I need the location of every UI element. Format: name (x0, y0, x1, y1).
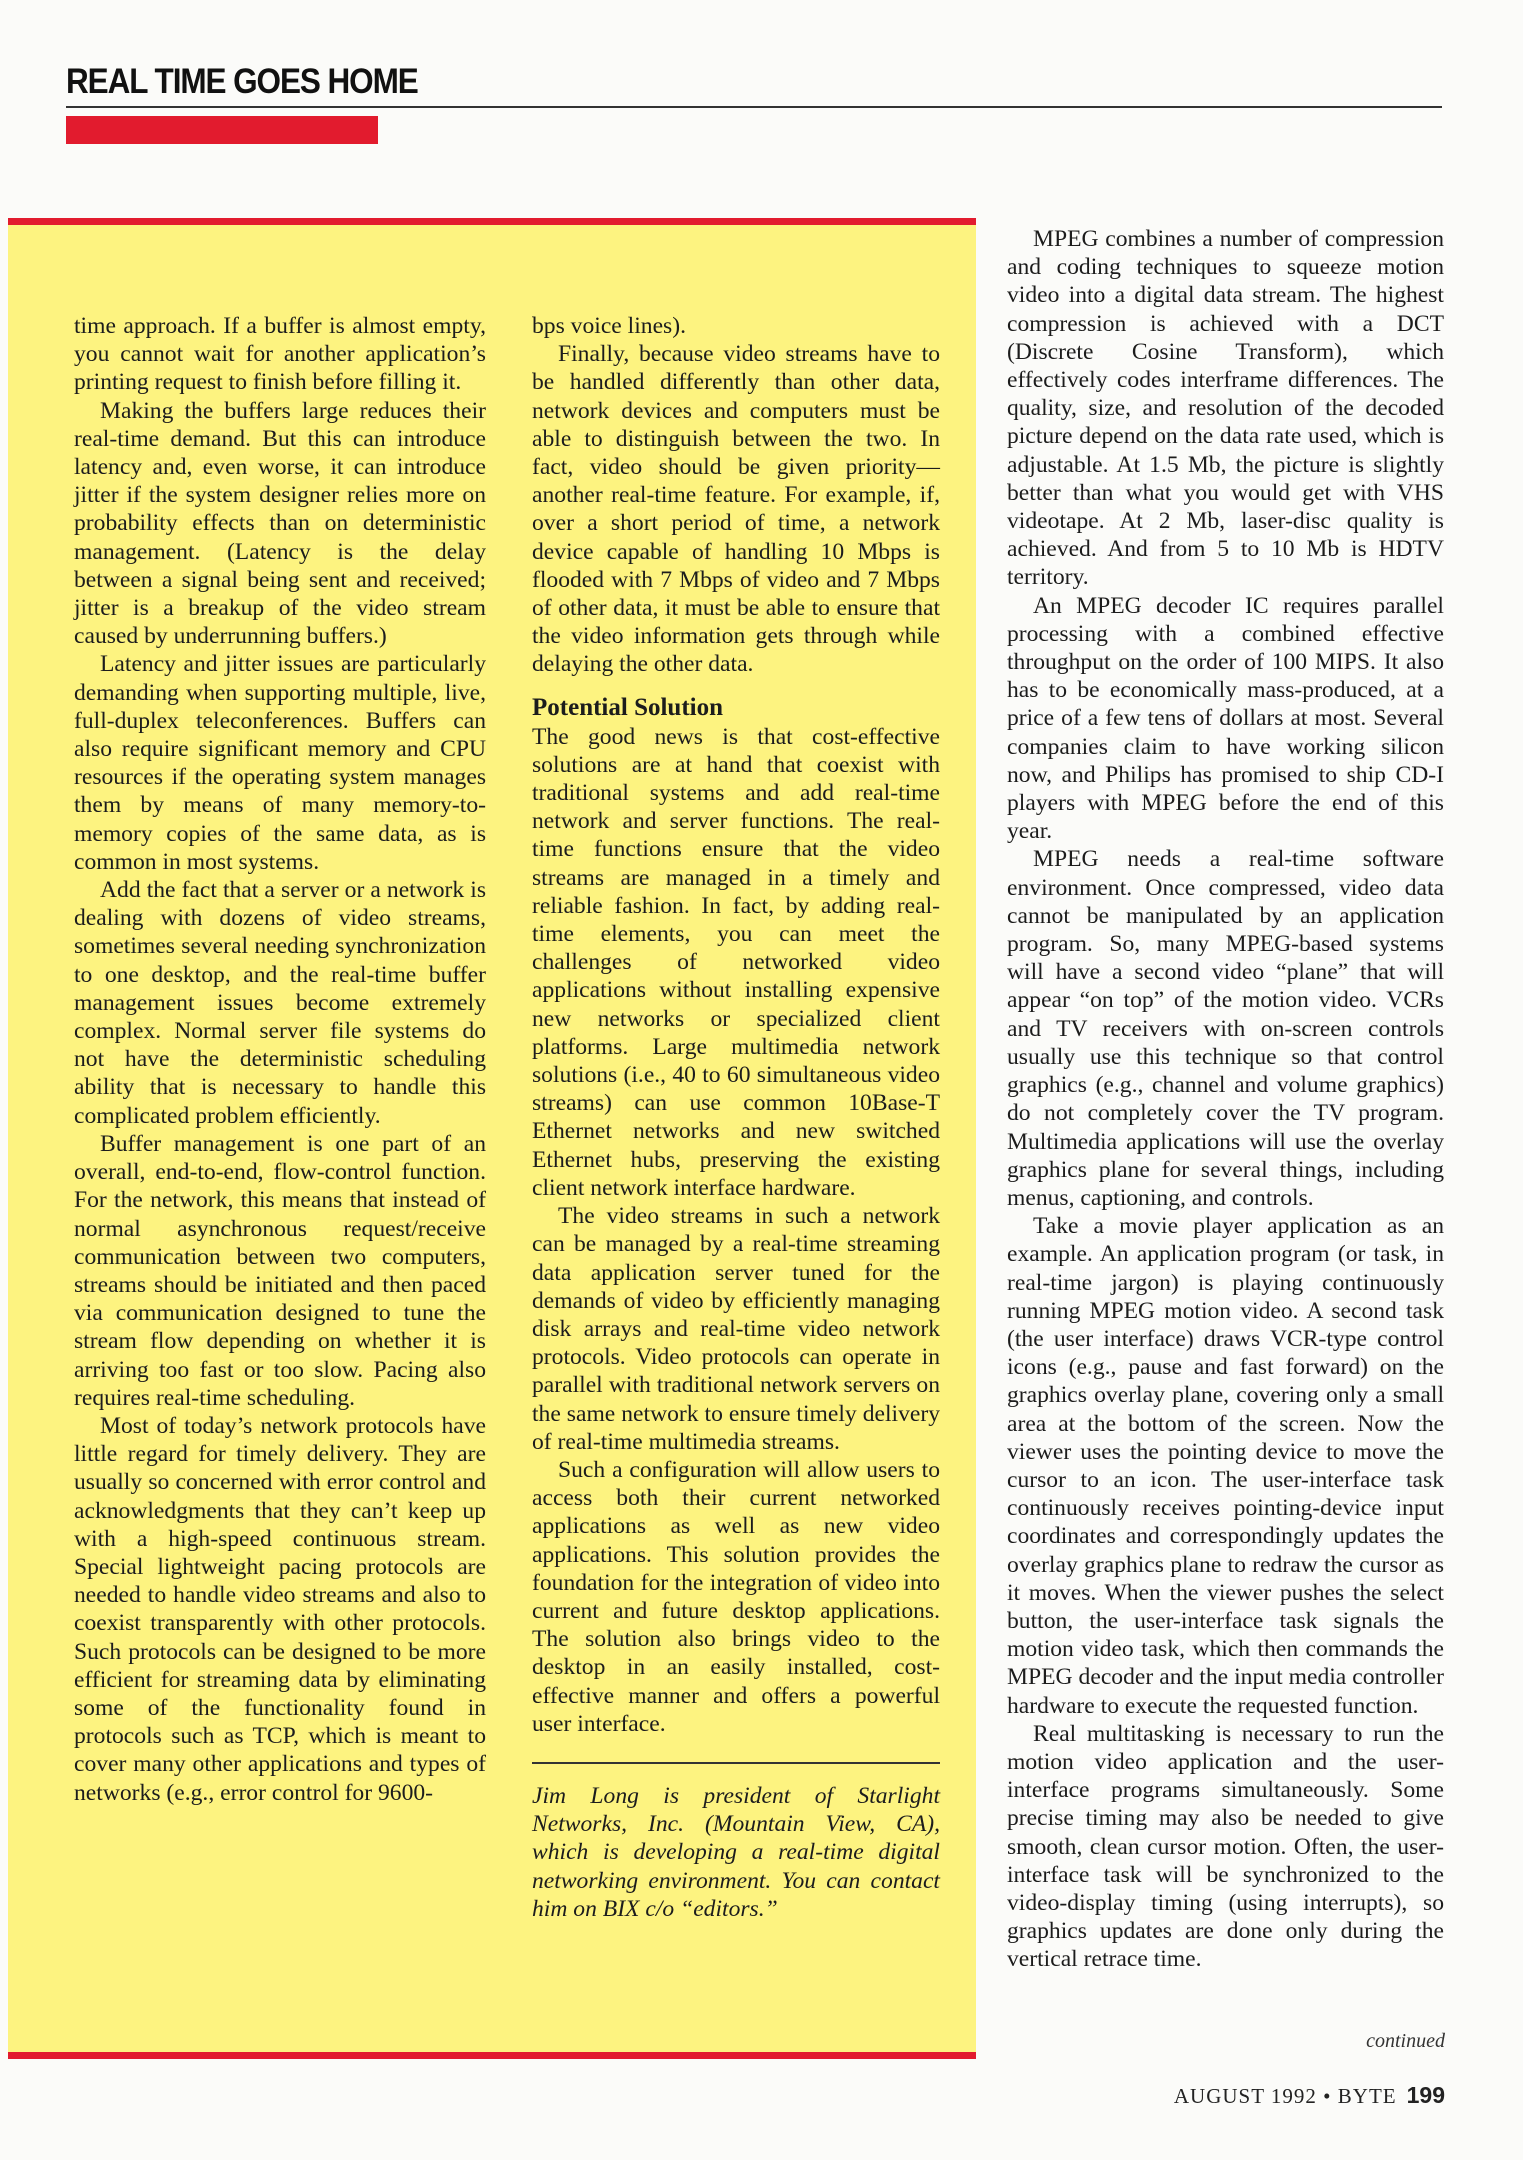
header-rule (66, 106, 1442, 108)
sidebar-top-rule (8, 218, 976, 225)
page-number: 199 (1406, 2082, 1445, 2108)
bio-rule (532, 1762, 940, 1764)
paragraph: Add the fact that a server or a network is dealing with dozens of video streams, sometimes several needing synchronization to one desktop, and the real-time buffer management issues become extremely complex. Normal server file systems do not have the deterministic scheduling ability that is necessary to handle this complicated problem efficiently. (74, 877, 486, 1129)
paragraph: MPEG combines a number of compression and coding techniques to squeeze motion video into a digital data stream. The highest compression is achieved with a DCT (Discrete Cosine Transform), which effectively codes interframe differences. The quality, size, and resolution of the decoded picture depend on the data rate used, which is adjustable. At 1.5 Mb, the picture is slightly better than what you would get with VHS videotape. At 2 Mb, laser-disc quality is achieved. And from 5 to 10 Mb is HDTV territory. (1007, 226, 1444, 591)
paragraph: Take a movie player application as an example. An application program (or task, in real-time jargon) is playing continuously running MPEG motion video. A second task (the user interface) draws VCR-type control icons (e.g., pause and fast forward) on the graphics overlay plane, covering only a small area at the bottom of the screen. Now the viewer uses the pointing device to move the cursor to an icon. The user-interface task continuously receives pointing-device input coordinates and correspondingly updates the overlay graphics plane to redraw the cursor as it moves. When the viewer pushes the select button, the user-interface task signals the motion video task, which then commands the MPEG decoder and the input media controller hardware to execute the requested function. (1007, 1213, 1444, 1719)
paragraph: Most of today’s network protocols have little regard for timely delivery. They are usually so concerned with error control and acknowledgments that they can’t keep up with a high-speed continuous stream. Special lightweight pacing protocols are needed to handle video streams and also to coexist transparently with other protocols. Such protocols can be designed to be more efficient for streaming data by eliminating some of the functionality found in protocols such as TCP, which is meant to cover many other applications and types of networks (e.g., error control for 9600- (74, 1412, 486, 1806)
sidebar-column-1 (74, 312, 486, 1807)
paragraph: An MPEG decoder IC requires parallel processing with a combined effective throughput on the order of 100 MIPS. It also has to be economically mass-produced, at a price of a few tens of dollars at most. Several companies claim to have working silicon now, and Philips has promised to ship CD-I players with MPEG before the end of this year. (1007, 592, 1444, 845)
paragraph: Finally, because video streams have to be handled differently than other data, network devices and computers must be able to distinguish between the two. In fact, video should be given priority—another real-time feature. For example, if, over a short period of time, a network device capable of handling 10 Mbps is flooded with 7 Mbps of video and 7 Mbps of other data, it must be able to ensure that the video information gets through while delaying the other data. (532, 341, 940, 678)
paragraph: The video streams in such a network can be managed by a real-time streaming data application server tuned for the demands of video by efficiently managing disk arrays and real-time video network protocols. Video protocols can operate in parallel with traditional network servers on the same network to ensure timely delivery of real-time multimedia streams. (532, 1203, 940, 1455)
page-footer (1174, 2082, 1445, 2109)
paragraph: bps voice lines). (532, 313, 686, 339)
paragraph: MPEG needs a real-time software environment. Once compressed, video data cannot be manipulated by an application program. So, many MPEG-based systems will have a second video “plane” that will appear “on top” of the motion video. VCRs and TV receivers with on-screen controls usually use this technique so that control graphics (e.g., channel and volume graphics) do not completely cover the TV program. Multimedia applications will use the overlay graphics plane for several things, including menus, captioning, and controls. (1007, 846, 1444, 1211)
main-column (1007, 225, 1444, 1974)
sidebar-bottom-rule (8, 2052, 976, 2059)
paragraph: time approach. If a buffer is almost empty, you cannot wait for another application’s printing request to finish before filling it. (74, 313, 486, 396)
paragraph: The good news is that cost-effective solutions are at hand that coexist with traditional systems and add real-time network and server functions. The real-time functions ensure that the video streams are managed in a timely and reliable fashion. In fact, by adding real-time elements, you can meet the challenges of networked video applications without installing expensive new networks or specialized client platforms. Large multimedia network solutions (i.e., 40 to 60 simultaneous video streams) can use common 10Base-T Ethernet networks and new switched Ethernet hubs, preserving the existing client network interface hardware. (532, 723, 940, 1201)
continued-label: continued (1366, 2030, 1445, 2052)
header-red-bar (66, 116, 378, 144)
author-bio: Jim Long is president of Starlight Networks, Inc. (Mountain View, CA), which is developing a real-time digital networking environment. You can contact him on BIX c/o “editors.” (532, 1782, 940, 1922)
paragraph: Such a configuration will allow users to access both their current networked applications as well as new video applications. This solution provides the foundation for the integration of video into current and future desktop applications. The solution also brings video to the desktop in an easily installed, cost-effective manner and offers a powerful user interface. (532, 1456, 940, 1737)
paragraph: Real multitasking is necessary to run the motion video application and the user-interface programs simultaneously. Some precise timing may also be needed to give smooth, clean cursor motion. Often, the user-interface task will be synchronized to the video-display timing (using interrupts), so graphics updates are done only during the vertical retrace time. (1007, 1720, 1444, 1973)
paragraph: Latency and jitter issues are particularly demanding when supporting multiple, live, full-duplex teleconferences. Buffers can also require significant memory and CPU resources if the operating system manages them by means of many memory-to-memory copies of the same data, as is common in most systems. (74, 651, 486, 875)
sidebar-column-2 (532, 312, 940, 1923)
issue-label: AUGUST 1992 • BYTE (1173, 2084, 1397, 2108)
page-header-title: REAL TIME GOES HOME (66, 62, 418, 101)
paragraph: Buffer management is one part of an overall, end-to-end, flow-control function. For the network, this means that instead of normal asynchronous request/receive communication between two computers, streams should be initiated and then paced via communication designed to tune the stream flow depending on whether it is arriving too fast or too slow. Pacing also requires real-time scheduling. (74, 1130, 486, 1411)
paragraph: Making the buffers large reduces their real-time demand. But this can introduce latency and, even worse, it can introduce jitter if the system designer relies more on probability effects than on deterministic management. (Latency is the delay between a signal being sent and received; jitter is a breakup of the video stream caused by underrunning buffers.) (74, 397, 486, 650)
section-subhead: Potential Solution (532, 693, 723, 721)
